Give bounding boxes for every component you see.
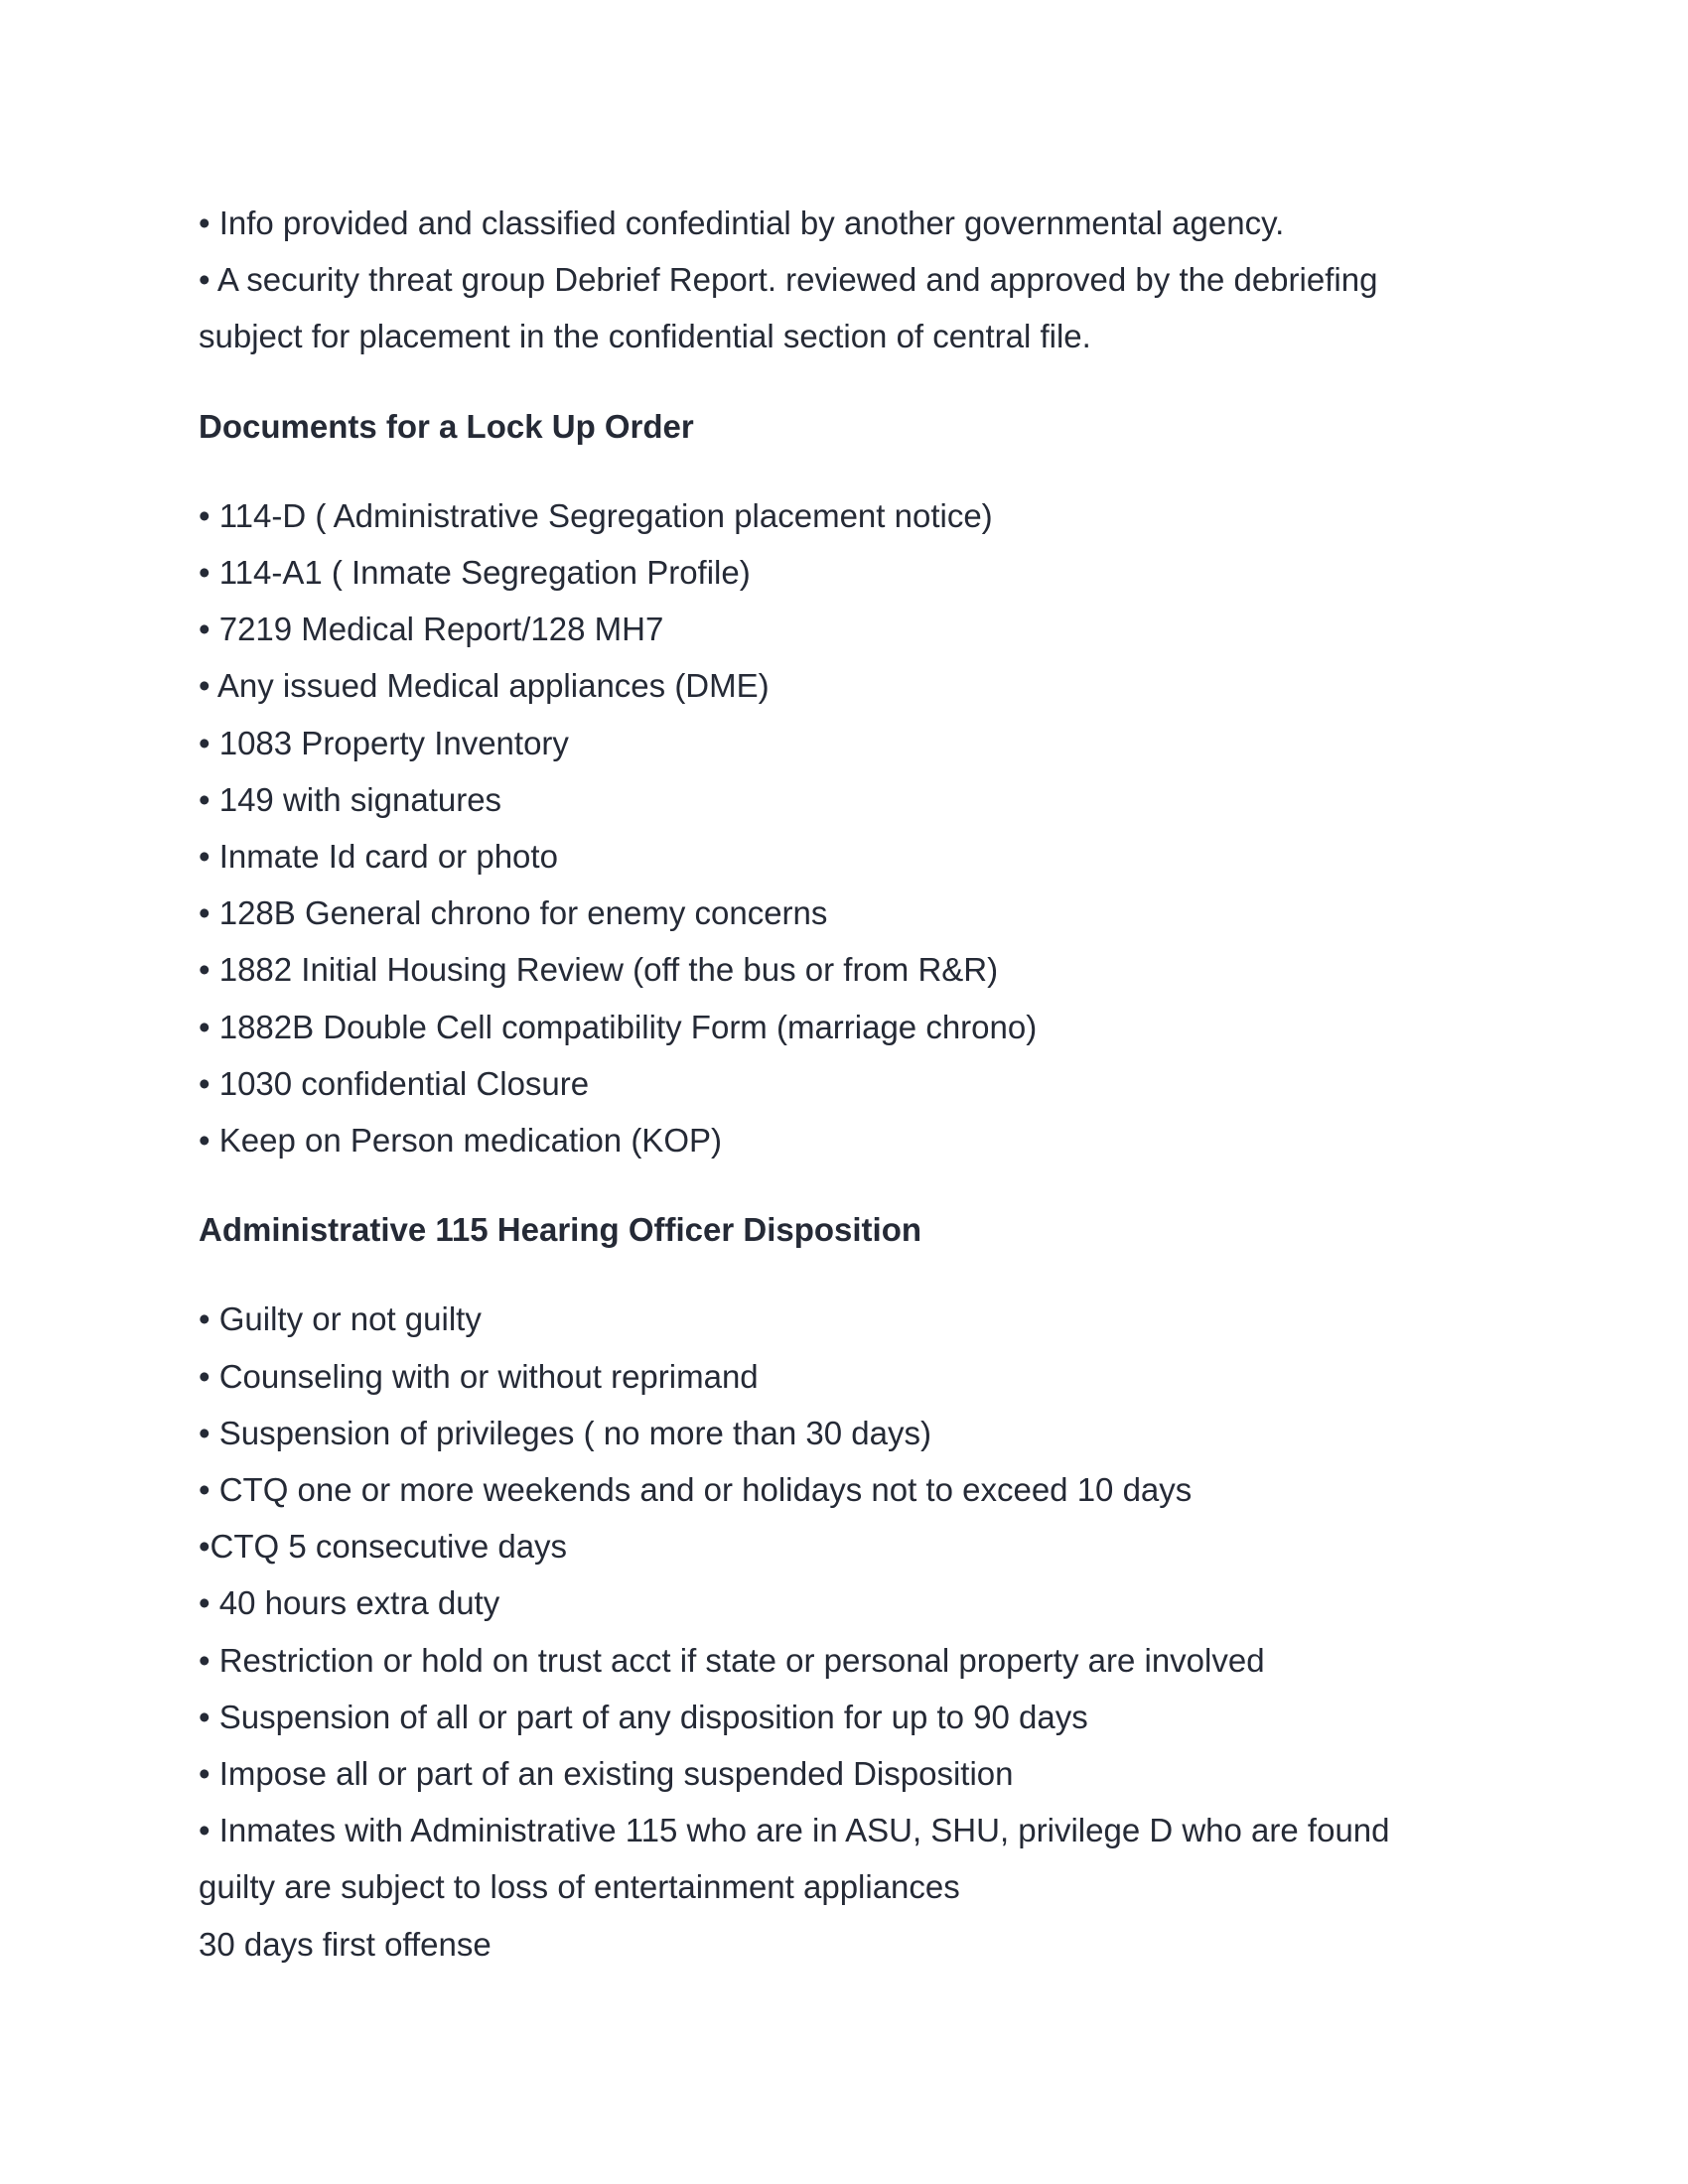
list-item: • Info provided and classified confedintial by another governmental agency. [199,205,1285,241]
list-item: • 1882 Initial Housing Review (off the bus or from R&R) [199,951,999,989]
list-item: • A security threat group Debrief Report. reviewed and approved by the debriefing [199,261,1378,299]
list-item: • Guilty or not guilty [199,1300,482,1338]
list-item: • Keep on Person medication (KOP) [199,1122,722,1160]
list-item: • 1882B Double Cell compatibility Form (marriage chrono) [199,1008,1038,1045]
list-item: • 149 with signatures [199,780,502,818]
list-item: • 114-D ( Administrative Segregation placement notice) [199,496,993,534]
list-item: • Inmates with Administrative 115 who are in ASU, SHU, privilege D who are found [199,1812,1390,1849]
section-heading-lock-up-order: Documents for a Lock Up Order [199,407,694,445]
document-page [199,195,1509,1973]
list-item: • 40 hours extra duty [199,1584,500,1622]
list-item: • Counseling with or without reprimand [199,1357,759,1395]
list-item: • CTQ one or more weekends and or holidays not to exceed 10 days [199,1471,1193,1509]
list-item: subject for placement in the confidential section of central file. [199,318,1091,355]
lock-up-order-list [199,487,1509,1168]
list-item: guilty are subject to loss of entertainment appliances [199,1868,960,1906]
list-item: • 7219 Medical Report/128 MH7 [199,611,664,648]
list-item: • Impose all or part of an existing suspended Disposition [199,1755,1014,1793]
list-item: • Restriction or hold on trust acct if state or personal property are involved [199,1641,1265,1679]
list-item: • Suspension of all or part of any disposition for up to 90 days [199,1698,1088,1735]
list-item: • 1030 confidential Closure [199,1064,590,1102]
list-item: 30 days first offense [199,1925,492,1963]
list-item: • Suspension of privileges ( no more than 30 days) [199,1414,931,1451]
list-item: • Any issued Medical appliances (DME) [199,667,770,705]
section-heading-hearing-officer-disposition: Administrative 115 Hearing Officer Disposition [199,1211,922,1249]
list-item: • 128B General chrono for enemy concerns [199,894,828,932]
hearing-officer-disposition-list [199,1291,1509,1972]
list-item: •CTQ 5 consecutive days [199,1528,568,1566]
list-item: • 1083 Property Inventory [199,724,569,761]
list-item: • 114-A1 ( Inmate Segregation Profile) [199,554,751,592]
intro-list [199,195,1509,365]
list-item: • Inmate Id card or photo [199,838,558,876]
